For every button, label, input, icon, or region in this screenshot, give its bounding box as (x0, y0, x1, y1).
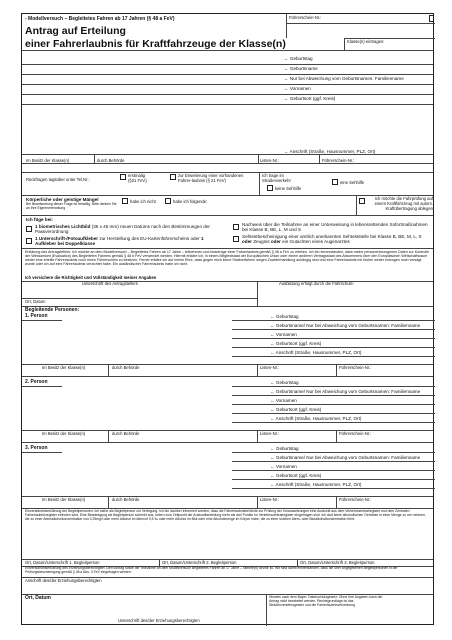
p1-vornamen[interactable]: ← Vornamen (270, 332, 297, 337)
person-2-label: 2. Person (25, 379, 48, 385)
p1-geburtsname[interactable]: ← Geburtsname/ Nur bei Abweichung vom Geburtsnamen: Familienname (270, 323, 421, 328)
fs-nr-box[interactable] (429, 15, 434, 22)
person-3-label: 3. Person (25, 445, 48, 451)
field-geburtsort[interactable]: ← Geburtsort (ggf. Kreis) (284, 96, 336, 101)
checkbox-automatik[interactable] (359, 198, 365, 204)
datenschutz-hinweis: Hinweis nach dem Bayer. Datenschutzgesetz: Ohne Ihre Angaben kann der Antrag nicht bearbeitet werden. Rechtsgrundlage ist das Straßenverkehrsgesetz und die Fahrerlaubnisverordnung (269, 595, 383, 607)
field-vornamen[interactable]: ← Vornamen (284, 86, 311, 91)
antragsteller-signature-label: Unterschrift des Antragstellers (82, 281, 138, 286)
fuehrerschein-nr-label: Führerschein-Nr.: (289, 15, 322, 20)
p3-besitz-behoerde: durch Behörde (112, 497, 140, 502)
erstmalig-label: erstmalig (§21 FeV) (128, 173, 147, 183)
erklaerung-text: Erklärung des Antragstellers: Ich möchte an dem Modellversuch – Begleitetes Fahren ab 17 Jahre – teilnehmen und beantrage einer Fahrerlaubnis gemäß § 48 a FeV zu erteilen. Ich bin einverstanden, dass meine personenbezogenen Daten zur Kontrolle der Wirksamkeit (Evaluation) des Begleiteten Fahrens gemäß § 48 b FeV verwendet werden. Hiermit erkläre ich, in einem Mitgliedstaat der Europäischen Union oder einem anderen Vertragsstaat des Abkommens über den Europäischen Wirtschaftsraum weder eine erteilte Fahrerlaubnis noch einen Führerschein zu besitzen. Ferner erkläre ich auf meine Ehre, dass gegen mich keine Strafverfahren wegen Zuwiderhandlung anhängig sind und eine Fahrerlaubnis mir bisher weder entzogen noch versagt wurde oder ich auf eine Fahrerlaubnis verzichtet habe. Ein ausländischer Fahrerlaubnis habe ich nicht. (25, 250, 429, 267)
p1-geburtsort[interactable]: ← Geburtsort (ggf. Kreis) (270, 341, 322, 346)
p2-besitz-fsnr: Führerschein-Nr.: (339, 431, 372, 436)
checkbox-erstmalig[interactable] (120, 174, 126, 180)
p3-besitz-fsnr: Führerschein-Nr.: (339, 497, 372, 502)
modellversuch-line: - Modellversuch – Begleitetes Fahren ab 17 Jahren (§ 48 a FeV) (25, 16, 175, 22)
erziehung-text: Einverständniserklärung des Erziehungsberechtigten: Dem Antrag sowie der Teilnahme an dem Modellversuch Begleitetes Fahren ab 17 Jahre – stimme(n) ich/wir zu. Wir sind damit einverstanden, dass die über angegebenen Begleitpersonen in der Prüfungsbescheinigung gemäß § 48 a Abs. 3 FeV eingetragen werden. (25, 566, 398, 574)
fotoaufkleber-label: 1 Unterschrift-/Fotoaufkleber zur Herstellung des EU-Kartenführerscheins oder 1 Aufkleber bei Doppelklasse (35, 236, 204, 247)
p3-besitz-klasse: Im Besitz der Klasse(n) (42, 497, 86, 502)
rueckfragen-label: Rückfragen tagsüber unter Tel.Nr.: (26, 177, 90, 182)
besitz-fsnr-label: Führerschein-Nr.: (322, 158, 355, 163)
checkbox-sehhilfe[interactable] (332, 179, 338, 185)
application-form (21, 13, 434, 625)
field-familienname[interactable]: ← Nur bei Abweichung vom Geburtsnamen: Familienname (284, 76, 404, 81)
p1-besitz-listen: Listen-Nr.: (260, 365, 280, 370)
field-anschrift[interactable]: ← Anschrift (Straße, Hausnummer, PLZ, Ort) (284, 149, 376, 154)
ort-datum-begleit-1: Ort, Datum/Unterschrift 1. Begleitperson (25, 560, 100, 565)
sehtest-label: Sehtestbescheinigung einer amtlich anerkannten Sehteststelle bei Klasse B, BE, M, L, S oder Zeugnis oder ein Gutachten eines Augenarztes (242, 234, 422, 245)
p3-anschrift[interactable]: ← Anschrift (Straße, Hausnummer, PLZ, Ort) (270, 482, 362, 487)
sehhilfe-label: eine Sehhilfe (340, 180, 365, 185)
person-1-label: 1. Person (25, 313, 48, 319)
p2-besitz-listen: Listen-Nr.: (260, 431, 280, 436)
strassenverkehr-label: Ich trage im Straßenverkehr (262, 173, 291, 183)
p3-besitz-listen: Listen-Nr.: (260, 497, 280, 502)
checkbox-sehtest[interactable] (233, 236, 239, 242)
checkbox-lichtbild[interactable] (26, 226, 32, 232)
title-line-1: Antrag auf Erteilung (25, 25, 126, 37)
checkbox-keine-maengel[interactable] (122, 198, 128, 204)
automatik-label: Ich möchte die Fahrprüfung auf einem Kraftfahrzeug mit autom. Kraftübertragung ablegen (374, 196, 433, 211)
p1-geburtstag[interactable]: ← Geburtstag (270, 314, 299, 319)
ort-datum-begleit-2: Ort, Datum/Unterschrift 2. Begleitperson (162, 560, 237, 565)
p3-geburtsname[interactable]: ← Geburtsname/ Nur bei Abweichung vom Geburtsnamen: Familienname (270, 455, 421, 460)
ort-datum-label: Ort, Datum (25, 299, 46, 304)
erziehung-anschrift-label: Anschrift des/der Erziehungsberechtigten (25, 578, 102, 583)
p3-geburtsort[interactable]: ← Geburtsort (ggf. Kreis) (270, 473, 322, 478)
maengel-title: Körperliche oder geistige Mängel (26, 197, 99, 202)
checkbox-fotoaufkleber[interactable] (26, 238, 32, 244)
title-line-2: einer Fahrerlaubnis für Kraftfahrzeuge der Klasse(n) (25, 38, 286, 50)
erweiterung-label: zur Erweiterung einer vorhandenen Fahrer-laubnis (§ 21 FeV) (178, 173, 244, 183)
checkbox-folgende-maengel[interactable] (165, 198, 171, 204)
p2-geburtstag[interactable]: ← Geburtstag (270, 380, 299, 385)
p2-vornamen[interactable]: ← Vornamen (270, 398, 297, 403)
p2-geburtsname[interactable]: ← Geburtsname/ Nur bei Abweichung vom Geburtsnamen: Familienname (270, 389, 421, 394)
einverstaendnis-text: Einverständniserklärung der Begleitpersonen: Ich stehe als Begleitperson zur Verfügung. Ich bin darüber informiert worden, dass die Fahrerlaubnisbehörde zur Prüfung der Voraussetzungen eine Auskunft aus dem Verkehrszentralregister und dem Zentralen Fahrerlaubnisregister einholen wird. Eine Beantragung als Begleitperson schreibt aus, sofern zum Zeitpunkt der Auskunftserteilung mehr als drei Punkte im Verkehrszentralregister eingetragen sind. Ich darf keine alkoholischen Getränke in einer Menge zu mir nehmen, die zu einer Atemalkoholkonzentration von 0,25mg/l oder mehr Alkohol im Atem/of 0,5 ‰ oder mehr Alkohol im Blut oder eine Alkoholmenge im Körper habe, die zu einer solchen Atem- oder Blutalkoholkonzentration führt. (25, 509, 426, 521)
besitz-behoerde-label: durch Behörde (97, 158, 125, 163)
erziehung-ort-datum: Ort, Datum (25, 595, 51, 601)
lichtbild-label: 1 biometrisches Lichtbild (35 x 45 mm) neuen Datums nach den Bestimmungen der Passverordnung (35, 224, 210, 235)
checkbox-sofortmassnahmen[interactable] (233, 224, 239, 230)
wahrheit-text: Ich versichere die Richtigkeit und Vollständigkeit meiner Angaben (25, 275, 157, 280)
p2-anschrift[interactable]: ← Anschrift (Straße, Hausnummer, PLZ, Ort) (270, 416, 362, 421)
field-geburtstag[interactable]: ← Geburtstag (284, 56, 313, 61)
p3-geburtstag[interactable]: ← Geburtstag (270, 446, 299, 451)
begleitende-title: Begleitende Personen: (25, 307, 80, 313)
p3-vornamen[interactable]: ← Vornamen (270, 464, 297, 469)
p1-besitz-behoerde: durch Behörde (112, 365, 140, 370)
folgende-maengel-label: habe ich folgende: (173, 199, 208, 204)
erziehung-unterschrift: Unterschrift des/der Erziehungsberechtigten (118, 618, 200, 623)
klassen-eintragen-label: Klasse(n) eintragen: (347, 39, 385, 44)
besitz-klasse-label: Im Besitz der Klasse(n) (26, 158, 70, 163)
besitz-listen-label: Listen-Nr.: (260, 158, 280, 163)
checkbox-erweiterung[interactable] (170, 174, 176, 180)
p2-geburtsort[interactable]: ← Geburtsort (ggf. Kreis) (270, 407, 322, 412)
p1-besitz-fsnr: Führerschein-Nr.: (339, 365, 372, 370)
keine-maengel-label: habe ich nicht (130, 199, 156, 204)
ort-datum-begleit-3: Ort, Datum/Unterschrift 3. Begleitperson (300, 560, 375, 565)
sofortmassnahmen-label: Nachweis über die Teilnahme an einer Unterweisung in lebensrettenden Sofortmaßnahmen bei Klasse B, BE, L, M und S (242, 222, 428, 233)
keine-sehhilfe-label: keine Sehhilfe (275, 186, 302, 191)
maengel-sub: Bei Beantwortung dieser Frage ist freiwillig. Bitte denken Sie an Ihre Eignemeterarkung (26, 202, 117, 210)
p2-besitz-klasse: Im Besitz der Klasse(n) (42, 431, 86, 436)
field-geburtsname[interactable]: ← Geburtsname (284, 66, 318, 71)
beilagen-title: Ich füge bei: (26, 217, 54, 222)
p1-besitz-klasse: Im Besitz der Klasse(n) (42, 365, 86, 370)
p1-anschrift[interactable]: ← Anschrift (Straße, Hausnummer, PLZ, Ort) (270, 350, 362, 355)
checkbox-keine-sehhilfe[interactable] (267, 185, 273, 191)
p2-besitz-behoerde: durch Behörde (112, 431, 140, 436)
fahrschule-label: Ausbildung erfolgt durch die Fahrschule: (279, 281, 354, 286)
